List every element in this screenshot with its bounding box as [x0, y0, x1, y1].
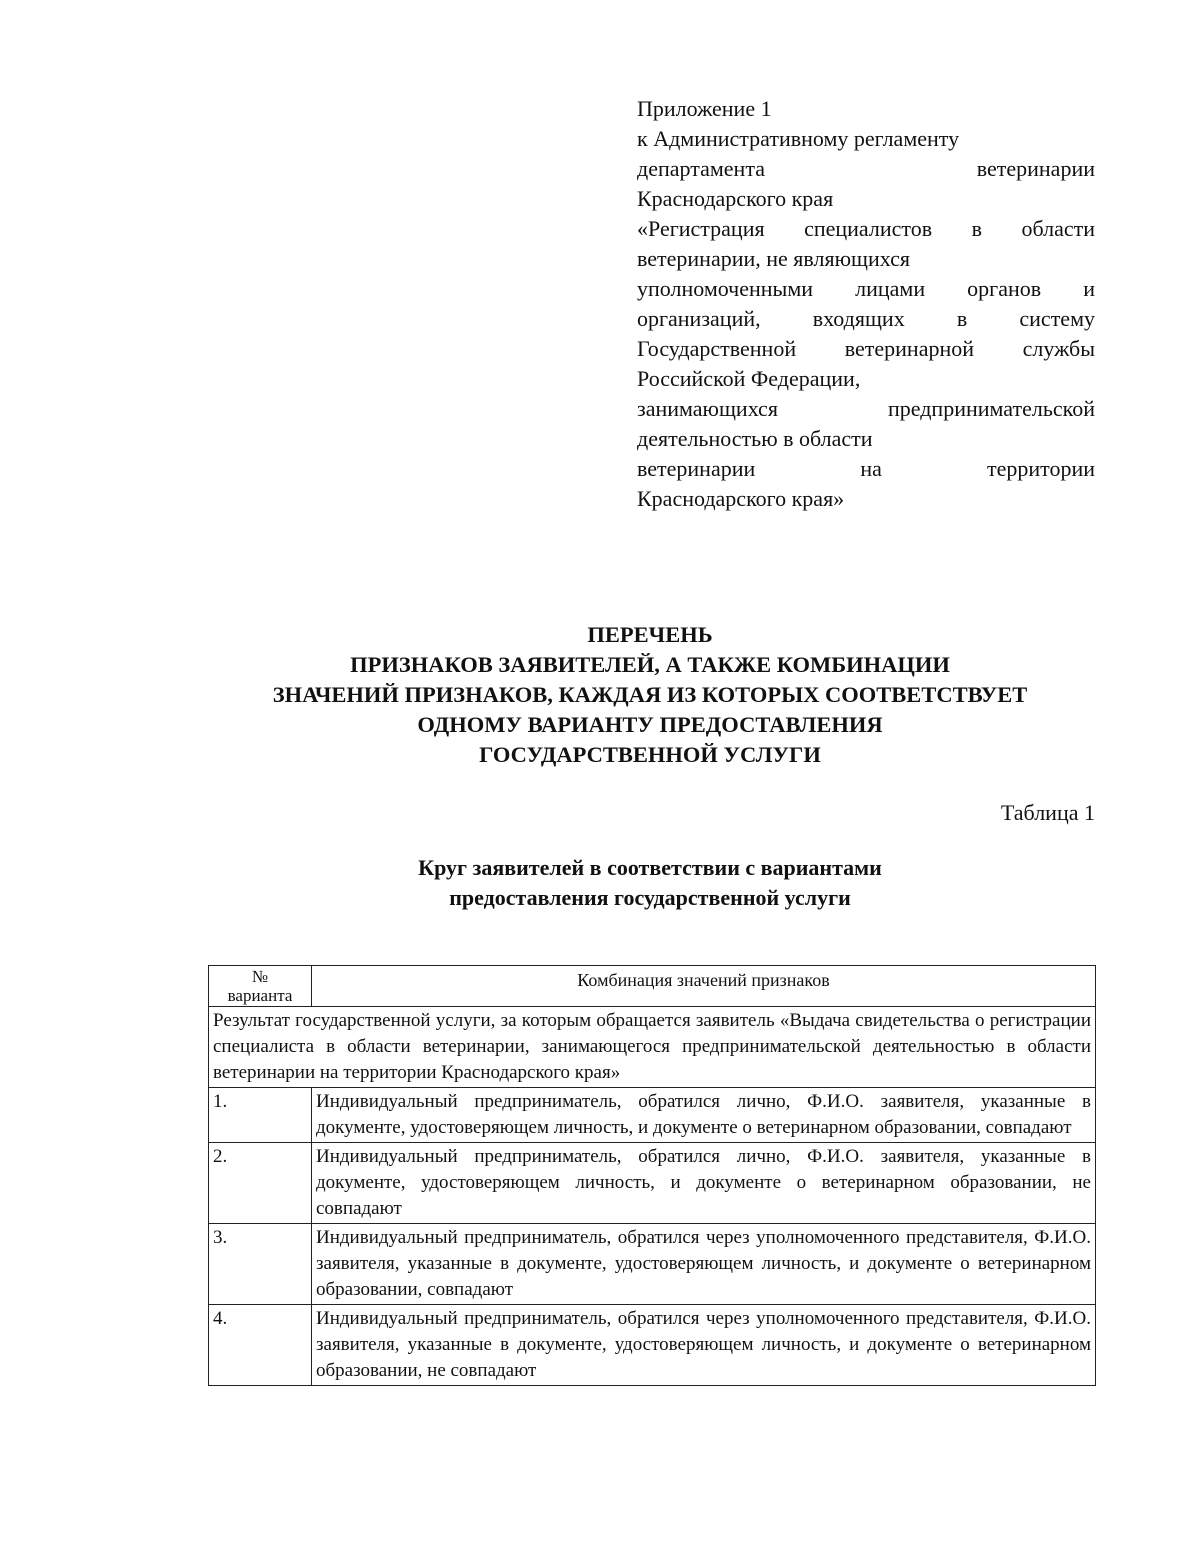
- variants-table: [208, 965, 1096, 1386]
- variant-number-header-line: варианта: [227, 986, 293, 1005]
- appendix-line: организаций, входящих в систему: [637, 306, 1095, 331]
- title-line: ЗНАЧЕНИЙ ПРИЗНАКОВ, КАЖДАЯ ИЗ КОТОРЫХ СООТВЕТСТВУЕТ: [272, 682, 1028, 707]
- table-row: [209, 1143, 1096, 1224]
- appendix-line: уполномоченными лицами органов и: [637, 276, 1095, 301]
- title-line: ОДНОМУ ВАРИАНТУ ПРЕДОСТАВЛЕНИЯ: [417, 712, 883, 737]
- variant-number-header-line: №: [251, 967, 269, 986]
- result-row: [209, 1007, 1096, 1088]
- title-line: ГОСУДАРСТВЕННОЙ УСЛУГИ: [479, 742, 821, 767]
- appendix-line: к Административному регламенту: [637, 126, 960, 151]
- variant-description-cell: Индивидуальный предприниматель, обратился лично, Ф.И.О. заявителя, указанные в документе, удостоверяющем личность, и документе о ветеринарном образовании, не совпадают: [312, 1143, 1096, 1224]
- appendix-line: ветеринарии на территории: [637, 456, 1095, 481]
- subtitle-line: предоставления государственной услуги: [449, 885, 851, 910]
- table-row: [209, 1305, 1096, 1386]
- appendix-line: Краснодарского края: [637, 186, 834, 211]
- appendix-line: Государственной ветеринарной службы: [637, 336, 1095, 361]
- variant-number-header: [209, 966, 312, 1007]
- title-line: ПРИЗНАКОВ ЗАЯВИТЕЛЕЙ, А ТАКЖЕ КОМБИНАЦИИ: [350, 652, 950, 677]
- appendix-line: Краснодарского края»: [637, 486, 845, 511]
- table-header-row: [209, 966, 1096, 1007]
- appendix-line: Российской Федерации,: [637, 366, 861, 391]
- appendix-line: «Регистрация специалистов в области: [637, 216, 1095, 241]
- table-label: Таблица 1: [1000, 800, 1095, 825]
- variant-description-cell: Индивидуальный предприниматель, обратился через уполномоченного представителя, Ф.И.О. заявителя, указанные в документе, удостоверяющем личность, и документе о ветеринарном образовании, совпадают: [312, 1224, 1096, 1305]
- variant-number-cell: 1.: [209, 1088, 312, 1143]
- variant-description-cell: Индивидуальный предприниматель, обратился через уполномоченного представителя, Ф.И.О. заявителя, указанные в документе, удостоверяющем личность, и документе о ветеринарном образовании, не совпадают: [312, 1305, 1096, 1386]
- variant-description-cell: Индивидуальный предприниматель, обратился лично, Ф.И.О. заявителя, указанные в документе, удостоверяющем личность, и документе о ветеринарном образовании, совпадают: [312, 1088, 1096, 1143]
- variant-number-cell: 4.: [209, 1305, 312, 1386]
- appendix-line: департамента ветеринарии: [637, 156, 1095, 181]
- appendix-line: Приложение 1: [637, 96, 772, 121]
- variant-number-cell: 3.: [209, 1224, 312, 1305]
- appendix-line: занимающихся предпринимательской: [637, 396, 1095, 421]
- title-line: ПЕРЕЧЕНЬ: [587, 622, 713, 647]
- result-cell: Результат государственной услуги, за которым обращается заявитель «Выдача свидетельства о регистрации специалиста в области ветеринарии, занимающегося предпринимательской деятельностью в области ветеринарии на территории Краснодарского края»: [209, 1007, 1096, 1088]
- variant-number-cell: 2.: [209, 1143, 312, 1224]
- appendix-block: [637, 94, 1095, 514]
- table-subtitle: [250, 853, 1050, 913]
- table-row: [209, 1224, 1096, 1305]
- table-row: [209, 1088, 1096, 1143]
- combination-header: Комбинация значений признаков: [312, 966, 1096, 1007]
- appendix-line: деятельностью в области: [637, 426, 873, 451]
- subtitle-line: Круг заявителей в соответствии с вариантами: [418, 855, 882, 880]
- appendix-line: ветеринарии, не являющихся: [637, 246, 911, 271]
- document-title: [150, 620, 1150, 770]
